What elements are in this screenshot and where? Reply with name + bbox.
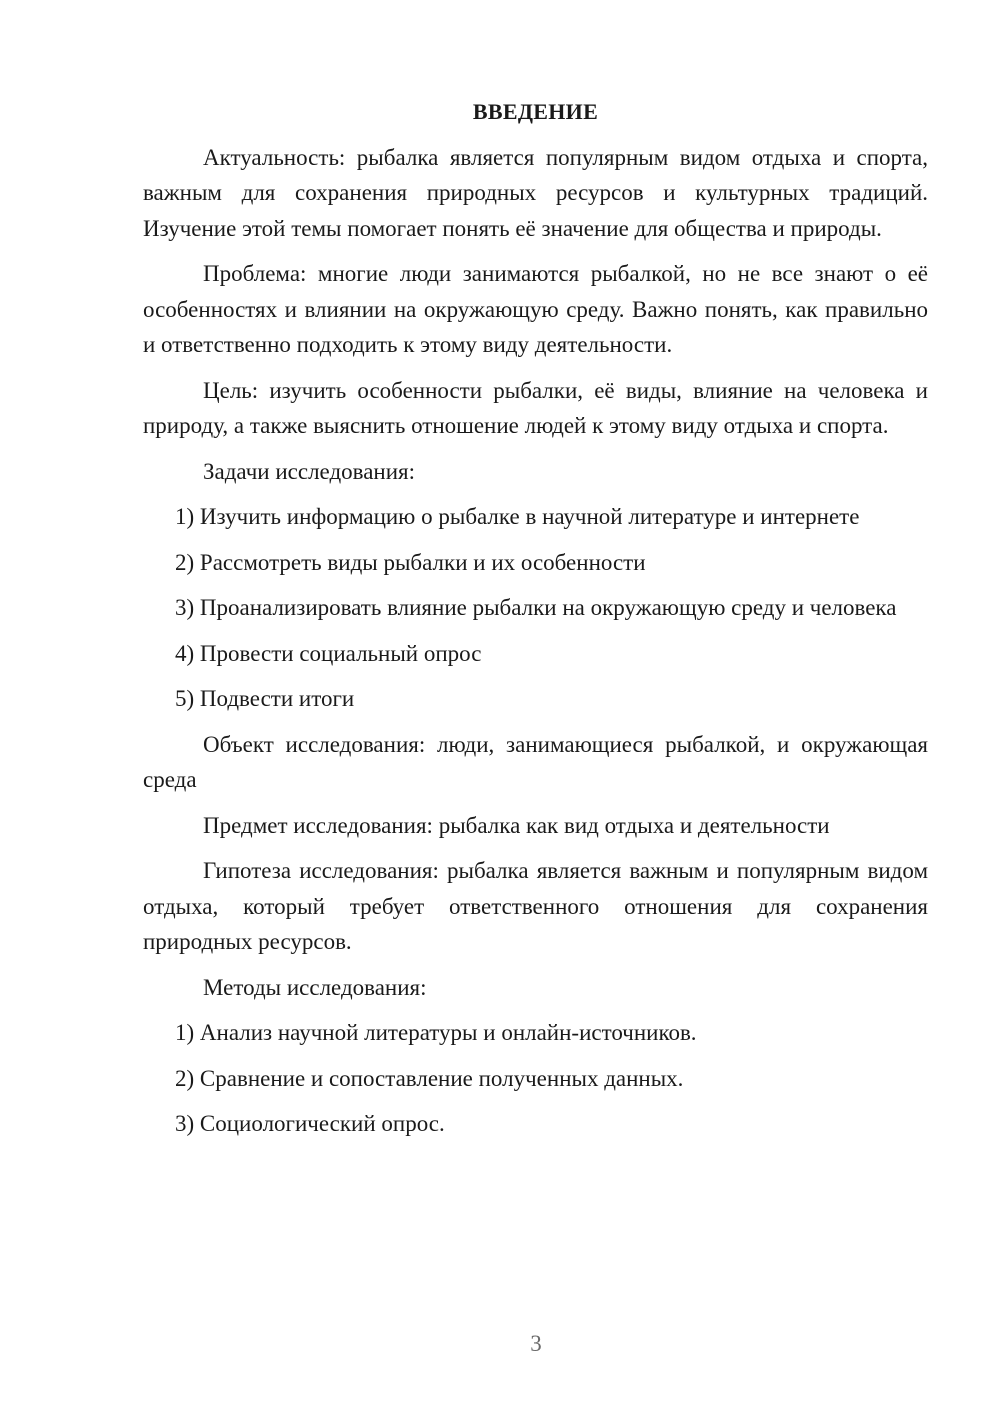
method-item: 3) Социологический опрос.	[175, 1111, 445, 1136]
goal-paragraph: Цель: изучить особенности рыбалки, её виды, влияние на человека и природу, а также выяснить отношение людей к этому виду отдыха и спорта.	[143, 377, 928, 438]
task-item: 3) Проанализировать влияние рыбалки на окружающую среду и человека	[175, 595, 897, 620]
task-item: 5) Подвести итоги	[175, 686, 355, 711]
method-item: 2) Сравнение и сопоставление полученных данных.	[175, 1065, 684, 1091]
page-number: 3	[530, 1331, 542, 1356]
task-item: 1) Изучить информацию о рыбалке в научной литературе и интернете	[175, 504, 860, 529]
problem-paragraph: Проблема: многие люди занимаются рыбалкой, но не все знают о её особенностях и влиянии на окружающую среду. Важно понять, как правильно и ответственно подходить к этому виду деятельности.	[143, 261, 928, 357]
object-paragraph: Объект исследования: люди, занимающиеся рыбалкой, и окружающая среда	[143, 731, 928, 792]
tasks-heading: Задачи исследования:	[203, 458, 416, 484]
document-page	[143, 94, 928, 1152]
method-item: 1) Анализ научной литературы и онлайн-источников.	[175, 1020, 697, 1045]
task-item: 2) Рассмотреть виды рыбалки и их особенности	[175, 549, 646, 575]
subject-paragraph: Предмет исследования: рыбалка как вид отдыха и деятельности	[203, 812, 830, 838]
relevance-paragraph: Актуальность: рыбалка является популярным видом отдыха и спорта, важным для сохранения природных ресурсов и культурных традиций. Изучение этой темы помогает понять её значение для общества и природы.	[143, 144, 928, 241]
task-item: 4) Провести социальный опрос	[175, 640, 482, 666]
hypothesis-paragraph: Гипотеза исследования: рыбалка является важным и популярным видом отдыха, который требует ответственного отношения для сохранения природных ресурсов.	[143, 858, 928, 954]
page-title: ВВЕДЕНИЕ	[472, 99, 599, 124]
methods-heading: Методы исследования:	[203, 974, 427, 1000]
